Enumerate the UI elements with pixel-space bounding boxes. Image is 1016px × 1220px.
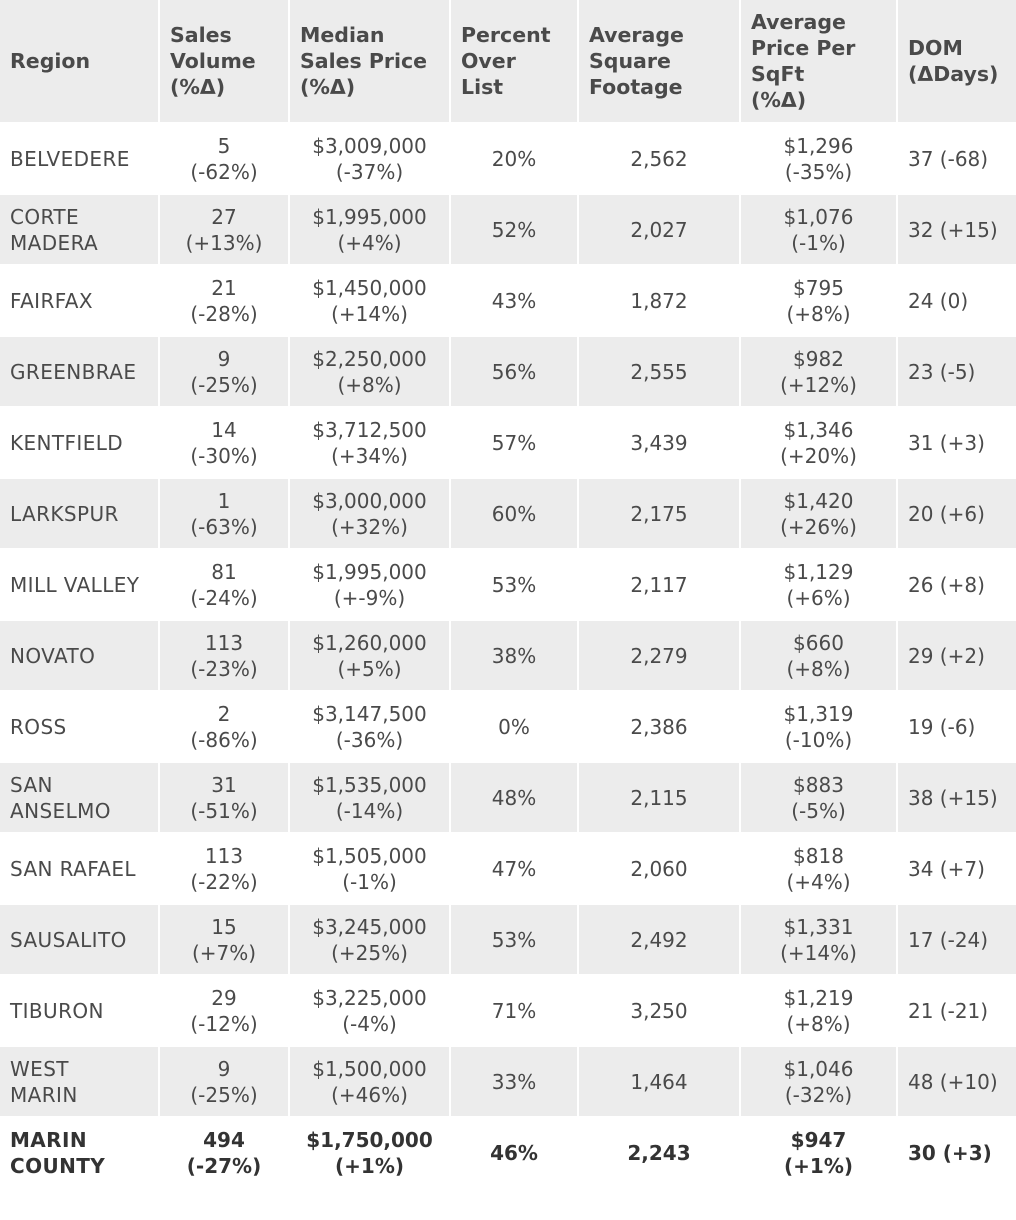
median-price-cell	[289, 1046, 450, 1117]
sales-volume-cell	[159, 691, 289, 762]
sales-volume-cell-text: (-23%)	[190, 656, 258, 681]
region-cell	[0, 194, 159, 265]
table-row	[0, 620, 1016, 691]
avg-price-per-sqft-cell-text: $1,420	[783, 488, 854, 513]
avg-square-footage-cell-text: 2,555	[630, 359, 688, 384]
region-cell-text: SAN RAFAEL	[10, 856, 136, 881]
avg-square-footage-cell	[578, 194, 740, 265]
avg-price-per-sqft-cell	[740, 975, 897, 1046]
dom-cell-text: 23 (-5)	[908, 359, 976, 384]
avg-price-per-sqft-cell	[740, 265, 897, 336]
avg-square-footage-cell	[578, 549, 740, 620]
header-region: Region	[0, 0, 159, 123]
median-price-cell	[289, 336, 450, 407]
table-row	[0, 691, 1016, 762]
sales-volume-cell	[159, 478, 289, 549]
median-price-cell-text: (-1%)	[342, 869, 397, 894]
sales-volume-cell-text: 494	[203, 1128, 245, 1152]
median-price-cell-text: (+46%)	[331, 1082, 408, 1107]
header-median-price: Median Sales Price (%Δ)	[289, 0, 450, 123]
avg-price-per-sqft-cell	[740, 549, 897, 620]
avg-square-footage-cell	[578, 123, 740, 194]
region-cell	[0, 1117, 159, 1189]
dom-cell	[897, 833, 1016, 904]
median-price-cell-text: (-36%)	[335, 727, 404, 752]
region-cell-text: SAN	[10, 772, 53, 797]
total-row	[0, 1117, 1016, 1189]
avg-square-footage-cell-text: 1,872	[630, 288, 688, 313]
median-price-cell-text: $1,750,000	[306, 1128, 433, 1152]
sales-volume-cell-text: (-27%)	[186, 1154, 262, 1178]
dom-cell	[897, 549, 1016, 620]
region-cell-text: SAUSALITO	[10, 927, 127, 952]
avg-square-footage-cell	[578, 407, 740, 478]
region-cell-text: MARIN	[10, 1082, 78, 1107]
sales-volume-cell	[159, 975, 289, 1046]
table-row	[0, 549, 1016, 620]
region-cell	[0, 904, 159, 975]
median-price-cell-text: $1,450,000	[312, 275, 427, 300]
sales-volume-cell-text: 14	[211, 417, 237, 442]
median-price-cell-text: (+32%)	[331, 514, 408, 539]
region-cell	[0, 620, 159, 691]
region-cell	[0, 833, 159, 904]
region-cell	[0, 407, 159, 478]
percent-over-list-cell-text: 47%	[491, 856, 537, 881]
avg-square-footage-cell	[578, 265, 740, 336]
median-price-cell-text: $1,535,000	[312, 772, 427, 797]
percent-over-list-cell	[450, 407, 578, 478]
region-cell	[0, 1046, 159, 1117]
avg-price-per-sqft-cell	[740, 478, 897, 549]
sales-volume-cell-text: (-51%)	[190, 798, 258, 823]
dom-cell-text: 21 (-21)	[908, 998, 989, 1023]
sales-volume-cell-text: (-28%)	[190, 301, 258, 326]
table-row	[0, 194, 1016, 265]
avg-price-per-sqft-cell-text: (-32%)	[784, 1082, 853, 1107]
dom-cell	[897, 1046, 1016, 1117]
median-price-cell-text: $3,225,000	[312, 985, 427, 1010]
percent-over-list-cell	[450, 336, 578, 407]
percent-over-list-cell-text: 53%	[491, 572, 537, 597]
avg-price-per-sqft-cell-text: (+4%)	[786, 869, 851, 894]
sales-volume-cell	[159, 904, 289, 975]
median-price-cell	[289, 975, 450, 1046]
table-row	[0, 975, 1016, 1046]
header-avg-square-footage: Average Square Footage	[578, 0, 740, 123]
avg-price-per-sqft-cell-text: $818	[793, 843, 844, 868]
avg-square-footage-cell	[578, 1046, 740, 1117]
avg-square-footage-cell	[578, 620, 740, 691]
dom-cell	[897, 123, 1016, 194]
median-price-cell	[289, 762, 450, 833]
sales-volume-cell	[159, 549, 289, 620]
median-price-cell-text: $1,995,000	[312, 204, 427, 229]
avg-price-per-sqft-cell	[740, 620, 897, 691]
sales-volume-cell-text: (-25%)	[190, 372, 258, 397]
sales-volume-cell	[159, 123, 289, 194]
region-cell	[0, 691, 159, 762]
sales-volume-cell-text: 27	[211, 204, 237, 229]
dom-cell	[897, 904, 1016, 975]
sales-volume-cell-text: (-86%)	[190, 727, 258, 752]
median-price-cell-text: $3,245,000	[312, 914, 427, 939]
median-price-cell	[289, 620, 450, 691]
percent-over-list-cell	[450, 478, 578, 549]
sales-volume-cell-text: (+13%)	[185, 230, 263, 255]
percent-over-list-cell	[450, 194, 578, 265]
percent-over-list-cell-text: 43%	[491, 288, 537, 313]
sales-volume-cell-text: (-24%)	[190, 585, 258, 610]
table-row	[0, 123, 1016, 194]
sales-volume-cell-text: 9	[217, 1056, 231, 1081]
median-price-cell	[289, 478, 450, 549]
percent-over-list-cell	[450, 904, 578, 975]
avg-square-footage-cell	[578, 1117, 740, 1189]
avg-price-per-sqft-cell	[740, 833, 897, 904]
dom-cell-text: 38 (+15)	[908, 785, 998, 810]
avg-price-per-sqft-cell-text: $883	[793, 772, 844, 797]
percent-over-list-cell	[450, 1046, 578, 1117]
dom-cell-text: 20 (+6)	[908, 501, 985, 526]
region-cell-text: TIBURON	[10, 998, 104, 1023]
region-cell	[0, 336, 159, 407]
region-cell-text: GREENBRAE	[10, 359, 137, 384]
region-cell-text: KENTFIELD	[10, 430, 124, 455]
region-cell-text: MARIN	[10, 1128, 87, 1152]
avg-price-per-sqft-cell-text: (+12%)	[780, 372, 857, 397]
percent-over-list-cell-text: 33%	[491, 1069, 537, 1094]
avg-square-footage-cell	[578, 336, 740, 407]
percent-over-list-cell-text: 20%	[491, 146, 537, 171]
dom-cell	[897, 620, 1016, 691]
sales-volume-cell	[159, 194, 289, 265]
median-price-cell-text: $1,995,000	[312, 559, 427, 584]
median-price-cell-text: (+25%)	[331, 940, 408, 965]
sales-volume-cell-text: (-30%)	[190, 443, 258, 468]
avg-price-per-sqft-cell-text: (-5%)	[791, 798, 846, 823]
sales-volume-cell-text: 5	[217, 133, 231, 158]
sales-volume-cell-text: (-12%)	[190, 1011, 258, 1036]
dom-cell-text: 26 (+8)	[908, 572, 985, 597]
avg-square-footage-cell-text: 2,175	[630, 501, 688, 526]
median-price-cell	[289, 549, 450, 620]
median-price-cell	[289, 194, 450, 265]
table-body	[0, 123, 1016, 1189]
avg-price-per-sqft-cell-text: $1,076	[783, 204, 854, 229]
dom-cell-text: 30 (+3)	[908, 1141, 992, 1165]
median-price-cell	[289, 407, 450, 478]
median-price-cell-text: $3,712,500	[312, 417, 427, 442]
avg-price-per-sqft-cell	[740, 407, 897, 478]
sales-volume-cell-text: (-25%)	[190, 1082, 258, 1107]
dom-cell	[897, 407, 1016, 478]
region-cell-text: NOVATO	[10, 643, 96, 668]
region-cell	[0, 549, 159, 620]
dom-cell	[897, 1117, 1016, 1189]
median-price-cell-text: $1,500,000	[312, 1056, 427, 1081]
avg-price-per-sqft-cell-text: $1,346	[783, 417, 854, 442]
percent-over-list-cell	[450, 265, 578, 336]
sales-volume-cell	[159, 407, 289, 478]
sales-volume-cell-text: 81	[211, 559, 237, 584]
avg-price-per-sqft-cell-text: (-35%)	[784, 159, 853, 184]
dom-cell-text: 32 (+15)	[908, 217, 998, 242]
median-price-cell-text: $1,505,000	[312, 843, 427, 868]
median-price-cell-text: $3,000,000	[312, 488, 427, 513]
region-cell-text: FAIRFAX	[10, 288, 93, 313]
avg-price-per-sqft-cell-text: (+8%)	[786, 656, 851, 681]
avg-price-per-sqft-cell	[740, 1117, 897, 1189]
median-price-cell	[289, 265, 450, 336]
percent-over-list-cell	[450, 762, 578, 833]
median-price-cell-text: (+8%)	[337, 372, 402, 397]
avg-price-per-sqft-cell	[740, 336, 897, 407]
dom-cell-text: 34 (+7)	[908, 856, 985, 881]
region-cell	[0, 478, 159, 549]
median-price-cell-text: $2,250,000	[312, 346, 427, 371]
sales-volume-cell	[159, 336, 289, 407]
avg-square-footage-cell	[578, 904, 740, 975]
percent-over-list-cell-text: 53%	[491, 927, 537, 952]
avg-price-per-sqft-cell-text: (+20%)	[780, 443, 857, 468]
table-row	[0, 762, 1016, 833]
dom-cell-text: 31 (+3)	[908, 430, 985, 455]
region-cell	[0, 975, 159, 1046]
percent-over-list-cell	[450, 549, 578, 620]
median-price-cell	[289, 1117, 450, 1189]
dom-cell-text: 24 (0)	[908, 288, 969, 313]
avg-price-per-sqft-cell-text: (+8%)	[786, 301, 851, 326]
sales-volume-cell-text: 29	[211, 985, 237, 1010]
median-price-cell-text: (-4%)	[342, 1011, 397, 1036]
avg-square-footage-cell	[578, 833, 740, 904]
avg-price-per-sqft-cell	[740, 691, 897, 762]
dom-cell-text: 29 (+2)	[908, 643, 985, 668]
table-row	[0, 478, 1016, 549]
avg-price-per-sqft-cell	[740, 762, 897, 833]
sales-volume-cell-text: 1	[217, 488, 231, 513]
sales-volume-cell	[159, 762, 289, 833]
percent-over-list-cell-text: 0%	[498, 714, 530, 739]
percent-over-list-cell-text: 46%	[490, 1141, 538, 1165]
avg-price-per-sqft-cell-text: $1,219	[783, 985, 854, 1010]
avg-price-per-sqft-cell-text: (-10%)	[784, 727, 853, 752]
avg-square-footage-cell-text: 2,115	[630, 785, 688, 810]
dom-cell	[897, 762, 1016, 833]
avg-price-per-sqft-cell-text: $1,331	[783, 914, 854, 939]
sales-volume-cell-text: (+7%)	[191, 940, 257, 965]
avg-square-footage-cell-text: 3,439	[630, 430, 688, 455]
dom-cell	[897, 691, 1016, 762]
dom-cell	[897, 975, 1016, 1046]
avg-price-per-sqft-cell	[740, 904, 897, 975]
sales-volume-cell	[159, 1046, 289, 1117]
region-cell-text: ANSELMO	[10, 798, 111, 823]
header-sales-volume: Sales Volume (%Δ)	[159, 0, 289, 123]
percent-over-list-cell-text: 48%	[491, 785, 537, 810]
sales-volume-cell	[159, 620, 289, 691]
region-cell-text: WEST	[10, 1056, 69, 1081]
avg-price-per-sqft-cell-text: $660	[793, 630, 844, 655]
region-cell-text: COUNTY	[10, 1154, 106, 1178]
percent-over-list-cell-text: 57%	[491, 430, 537, 455]
region-cell-text: LARKSPUR	[10, 501, 119, 526]
dom-cell-text: 48 (+10)	[908, 1069, 998, 1094]
avg-price-per-sqft-cell-text: (-1%)	[791, 230, 846, 255]
median-price-cell-text: (+14%)	[331, 301, 408, 326]
median-price-cell-text: (+5%)	[337, 656, 402, 681]
table-row	[0, 407, 1016, 478]
percent-over-list-cell-text: 52%	[491, 217, 537, 242]
avg-square-footage-cell-text: 2,562	[630, 146, 688, 171]
avg-price-per-sqft-cell-text: $795	[793, 275, 844, 300]
avg-square-footage-cell-text: 2,027	[630, 217, 688, 242]
avg-price-per-sqft-cell-text: $1,129	[783, 559, 854, 584]
sales-volume-cell-text: (-62%)	[190, 159, 258, 184]
median-price-cell	[289, 833, 450, 904]
avg-price-per-sqft-cell-text: $982	[793, 346, 844, 371]
sales-volume-cell	[159, 833, 289, 904]
region-cell-text: BELVEDERE	[10, 146, 130, 171]
median-price-cell	[289, 904, 450, 975]
median-price-cell-text: (-37%)	[335, 159, 404, 184]
median-price-cell-text: $1,260,000	[312, 630, 427, 655]
dom-cell	[897, 336, 1016, 407]
avg-price-per-sqft-cell	[740, 1046, 897, 1117]
percent-over-list-cell-text: 56%	[491, 359, 537, 384]
median-price-cell-text: (-14%)	[335, 798, 404, 823]
sales-volume-cell-text: 9	[217, 346, 231, 371]
header-percent-over-list: Percent Over List	[450, 0, 578, 123]
region-cell	[0, 762, 159, 833]
avg-price-per-sqft-cell-text: (+1%)	[784, 1154, 853, 1178]
region-cell-text: MILL VALLEY	[10, 572, 140, 597]
percent-over-list-cell-text: 38%	[491, 643, 537, 668]
median-price-cell-text: (+1%)	[335, 1154, 404, 1178]
median-price-cell-text: (+4%)	[337, 230, 402, 255]
sales-volume-cell-text: 2	[217, 701, 231, 726]
table-row	[0, 336, 1016, 407]
region-cell-text: CORTE	[10, 204, 80, 229]
table-row	[0, 265, 1016, 336]
avg-square-footage-cell	[578, 975, 740, 1046]
sales-volume-cell-text: 113	[204, 630, 244, 655]
avg-square-footage-cell	[578, 478, 740, 549]
header-dom: DOM (ΔDays)	[897, 0, 1016, 123]
avg-square-footage-cell-text: 2,279	[630, 643, 688, 668]
avg-square-footage-cell-text: 2,492	[630, 927, 688, 952]
region-cell-text: ROSS	[10, 714, 67, 739]
percent-over-list-cell-text: 60%	[491, 501, 537, 526]
header-row	[0, 0, 1016, 123]
avg-square-footage-cell-text: 3,250	[630, 998, 688, 1023]
sales-volume-cell-text: (-22%)	[190, 869, 258, 894]
avg-square-footage-cell-text: 2,243	[627, 1141, 691, 1165]
avg-square-footage-cell	[578, 762, 740, 833]
percent-over-list-cell	[450, 833, 578, 904]
percent-over-list-cell	[450, 620, 578, 691]
percent-over-list-cell	[450, 1117, 578, 1189]
dom-cell-text: 37 (-68)	[908, 146, 989, 171]
avg-square-footage-cell	[578, 691, 740, 762]
avg-price-per-sqft-cell-text: (+8%)	[786, 1011, 851, 1036]
avg-square-footage-cell-text: 2,386	[630, 714, 688, 739]
percent-over-list-cell-text: 71%	[491, 998, 537, 1023]
median-price-cell-text: (+-9%)	[333, 585, 406, 610]
avg-price-per-sqft-cell-text: (+14%)	[780, 940, 857, 965]
dom-cell	[897, 194, 1016, 265]
avg-square-footage-cell-text: 1,464	[630, 1069, 688, 1094]
dom-cell	[897, 265, 1016, 336]
percent-over-list-cell	[450, 691, 578, 762]
sales-volume-cell-text: 15	[211, 914, 237, 939]
avg-price-per-sqft-cell-text: $1,296	[783, 133, 854, 158]
table-row	[0, 833, 1016, 904]
avg-price-per-sqft-cell	[740, 123, 897, 194]
region-cell	[0, 123, 159, 194]
table-row	[0, 1046, 1016, 1117]
median-price-cell	[289, 691, 450, 762]
sales-volume-cell	[159, 265, 289, 336]
sales-volume-cell-text: 31	[211, 772, 237, 797]
dom-cell-text: 17 (-24)	[908, 927, 989, 952]
header-avg-price-per-sqft: Average Price Per SqFt (%Δ)	[740, 0, 897, 123]
table-row	[0, 904, 1016, 975]
percent-over-list-cell	[450, 123, 578, 194]
sales-volume-cell	[159, 1117, 289, 1189]
avg-square-footage-cell-text: 2,117	[630, 572, 688, 597]
dom-cell	[897, 478, 1016, 549]
median-price-cell-text: (+34%)	[331, 443, 408, 468]
sales-volume-cell-text: 113	[204, 843, 244, 868]
dom-cell-text: 19 (-6)	[908, 714, 976, 739]
avg-price-per-sqft-cell-text: (+26%)	[780, 514, 857, 539]
avg-price-per-sqft-cell	[740, 194, 897, 265]
median-price-cell	[289, 123, 450, 194]
avg-price-per-sqft-cell-text: $947	[790, 1128, 847, 1152]
median-price-cell-text: $3,147,500	[312, 701, 427, 726]
median-price-cell-text: $3,009,000	[312, 133, 427, 158]
sales-volume-cell-text: (-63%)	[190, 514, 258, 539]
region-cell-text: MADERA	[10, 230, 99, 255]
avg-price-per-sqft-cell-text: $1,046	[783, 1056, 854, 1081]
sales-volume-cell-text: 21	[211, 275, 237, 300]
region-cell	[0, 265, 159, 336]
avg-price-per-sqft-cell-text: $1,319	[783, 701, 854, 726]
avg-price-per-sqft-cell-text: (+6%)	[786, 585, 851, 610]
avg-square-footage-cell-text: 2,060	[630, 856, 688, 881]
percent-over-list-cell	[450, 975, 578, 1046]
